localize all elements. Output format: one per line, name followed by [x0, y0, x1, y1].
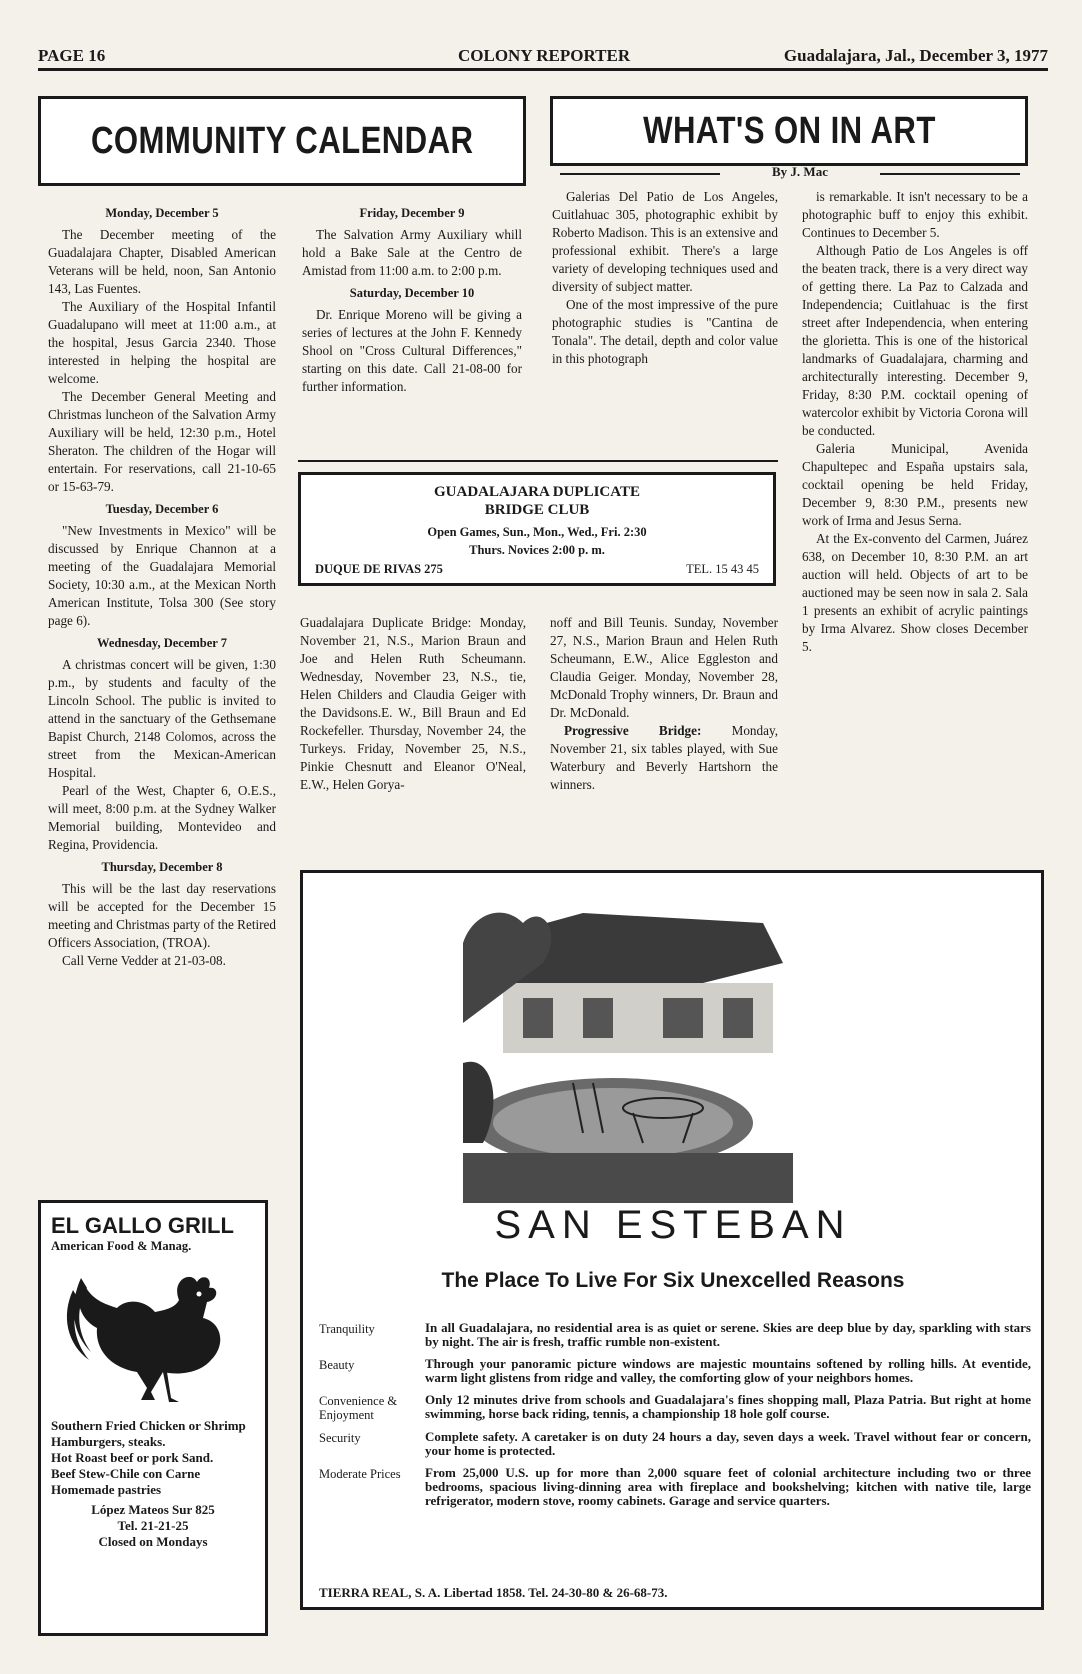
day-heading: Wednesday, December 7 [97, 636, 227, 650]
community-calendar-heading [38, 96, 526, 186]
bridge-ad-title-1: GUADALAJARA DUPLICATE [434, 484, 640, 500]
san-esteban-ad [300, 870, 1044, 1610]
reason-label: Security [319, 1431, 361, 1445]
paragraph: Galeria Municipal, Avenida Chapultepec and España upstairs sala, cocktail opening be held Friday, December 9, 8:30 P.M., presents new work of Irma and Jesus Serna. [802, 441, 1028, 528]
paragraph: The Auxiliary of the Hospital Infantil Guadalupano will meet at 11:00 a.m., at the hospital, Jesus Garcia 2340. Those interested in helping the hospital are welcome. [48, 299, 276, 386]
reason-text: Complete safety. A caretaker is on duty 24 hours a day, seven days a week. Travel without fear or concern, your home is protected. [425, 1429, 1031, 1458]
gallo-address: López Mateos Sur 825 [91, 1502, 215, 1517]
reason-text: Only 12 minutes drive from schools and Guadalajara's fines shopping mall, Plaza Patria. But right at home swimming, horse back riding, tennis, a championship 18 hole golf course. [425, 1392, 1031, 1421]
paragraph: One of the most impressive of the pure photographic studies is "Cantina de Tonala". The detail, depth and color value in this photograph [552, 297, 778, 366]
menu-item: Homemade pastries [51, 1482, 162, 1497]
gallo-phone: Tel. 21-21-25 [117, 1518, 189, 1533]
paragraph: The Salvation Army Auxiliary whill hold a Bake Sale at the Centro de Amistad from 11:00 a.m. to 2:00 p.m. [302, 227, 522, 278]
reason-text: In all Guadalajara, no residential area is as quiet or serene. Skies are deep blue by day, sparkling with stars by night. The air is fresh, traffic rumble non-existent. [425, 1320, 1031, 1349]
bridge-ad-line-1: Open Games, Sun., Mon., Wed., Fri. 2:30 [427, 525, 647, 539]
masthead-rule [38, 68, 1048, 71]
paragraph: Although Patio de Los Angeles is off the beaten track, there is a very direct way of getting there. La Paz to Calzada and Independencia; Cuitlahuac is the first street after Independencia, when entering the glorietta. This is one of the historical landmarks of Guadalajara, charming and architecturally interesting. December 9, Friday, 8:30 P.M. cocktail opening of watercolor exhibit by Victoria Corona will be conducted. [802, 243, 1028, 438]
el-gallo-grill-ad [38, 1200, 268, 1636]
pool-photo [463, 903, 793, 1203]
byline-text: By J. Mac [772, 164, 828, 179]
paragraph: Galerias Del Patio de Los Angeles, Cuitlahuac 305, photographic exhibit by Roberto Madison. This is an extensive and professional exhibit. There's a large variety of developing techniques used and diversity of subject matter. [552, 189, 778, 294]
paragraph: At the Ex-convento del Carmen, Juárez 638, on December 10, 8:30 P.M. an art auction will held. Objects of art to be auctioned may be seen now in sala 2. Sala 1 presents an exhibit of acrylic paintings by Irma Alvarez. Show closes December 5. [802, 531, 1028, 654]
art-heading [550, 96, 1028, 166]
paragraph: This will be the last day reservations will be accepted for the December 15 meeting and Christmas party of the Retired Officers Association, (TROA). [48, 881, 276, 950]
progressive-bridge-lead: Progressive Bridge: [564, 723, 702, 738]
menu-item: Hot Roast beef or pork Sand. [51, 1450, 214, 1465]
day-heading: Monday, December 5 [105, 206, 219, 220]
san-esteban-brand: SAN ESTEBAN [494, 1203, 852, 1247]
day-heading: Saturday, December 10 [349, 286, 475, 300]
page-number: PAGE 16 [38, 46, 106, 65]
reason-row [319, 1393, 1031, 1422]
paragraph: The December meeting of the Guadalajara Chapter, Disabled American Veterans will be held, noon, San Antonio 143, Las Fuentes. [48, 227, 276, 296]
bridge-ad-phone: TEL. 15 43 45 [686, 562, 759, 576]
reason-row [319, 1357, 1031, 1385]
reason-label: Beauty [319, 1358, 355, 1372]
bridge-ad-address: DUQUE DE RIVAS 275 [315, 562, 443, 576]
bridge-ad-line-2: Thurs. Novices 2:00 p. m. [469, 543, 605, 557]
paragraph: Dr. Enrique Moreno will be giving a series of lectures at the John F. Kennedy Shool on "Cross Cultural Differences," starting on this date. Call 21-08-00 for further information. [302, 307, 522, 394]
menu-item: Southern Fried Chicken or Shrimp [51, 1418, 246, 1433]
reason-row [319, 1430, 1031, 1458]
reason-label: Moderate Prices [319, 1467, 401, 1481]
paragraph: A christmas concert will be given, 1:30 p.m., by students and faculty of the Lincoln School. The public is invited to attend in the sanctuary of the Gethsemane Bapist Church, 2148 Colomos, across the street from the Mexican-American Hospital. [48, 657, 276, 780]
divider [298, 460, 778, 462]
reasons-list [319, 1321, 1031, 1516]
paragraph: The December General Meeting and Christmas luncheon of the Salvation Army Auxiliary will be held, 12:30 p.m., Hotel Sheraton. The children of the Hogar will entertain. For reservations, call 21-10-65 or 15-63-79. [48, 389, 276, 494]
menu-item: Hamburgers, steaks. [51, 1434, 166, 1449]
calendar-column-1 [48, 200, 276, 970]
reason-text: Through your panoramic picture windows are majestic mountains softened by rolling hills. At eventide, warm light glistens from ridge and valley, the comforting glow of your neighbors homes. [425, 1356, 1031, 1385]
rooster-illustration [51, 1260, 257, 1410]
paragraph: Pearl of the West, Chapter 6, O.E.S., will meet, 8:00 p.m. at the Sydney Walker Memorial building, Montevideo and Regina, Providencia. [48, 783, 276, 852]
reason-label: Tranquility [319, 1322, 375, 1336]
reason-label: Convenience & Enjoyment [319, 1394, 398, 1422]
reason-row [319, 1321, 1031, 1349]
san-esteban-footer: TIERRA REAL, S. A. Libertad 1858. Tel. 24-30-80 & 26-68-73. [319, 1585, 668, 1600]
art-column-1 [552, 188, 778, 368]
dateline: Guadalajara, Jal., December 3, 1977 [783, 46, 1048, 65]
art-column-2 [802, 188, 1028, 656]
day-heading: Friday, December 9 [359, 206, 465, 220]
day-heading: Thursday, December 8 [101, 860, 223, 874]
art-heading-text: WHAT'S ON IN ART [642, 109, 936, 152]
bridge-results-column-1 [300, 614, 526, 794]
san-esteban-tagline: The Place To Live For Six Unexcelled Reasons [441, 1269, 905, 1292]
paper-name: COLONY REPORTER [458, 46, 631, 65]
progressive-bridge-text: Monday, November 21, six tables played, with Sue Waterbury and Beverly Hartshorn the winners. [550, 723, 778, 792]
progressive-bridge [550, 722, 778, 794]
bridge-results-text-1: Guadalajara Duplicate Bridge: Monday, November 21, N.S., Marion Braun and Joe and Helen Ruth Scheumann. Wednesday, November 23, N.S., tie, Helen Childers and Claudia Geiger with the Davidsons.E. W., Bill Braun and Ed Rockefeller. Thursday, November 24, the Turkeys. Friday, November 25, N.S., Pinkie Chesnutt and Eleanor O'Neal, E.W., Helen Gorya- [300, 615, 526, 792]
gallo-title: EL GALLO GRILL [51, 1213, 234, 1238]
gallo-menu [51, 1418, 255, 1498]
bridge-results-column-2 [550, 614, 778, 794]
gallo-closed: Closed on Mondays [98, 1534, 208, 1549]
reason-text: From 25,000 U.S. up for more than 2,000 square feet of colonial architecture including two or three bedrooms, spacious living-dinning area with fireplace and bookshelving; kitchen with native tile, large refrigerator, modern stove, roomy cabinets. Garage and service quarters. [425, 1465, 1031, 1508]
reason-row [319, 1466, 1031, 1508]
paragraph: "New Investments in Mexico" will be discussed by Enrique Channon at a meeting of the Guadalajara Memorial Society, 10:30 a.m., at the Mexican North American Institute, Tolsa 300 (See story page 6). [48, 523, 276, 628]
calendar-column-2 [302, 200, 522, 396]
bridge-results-text-2: noff and Bill Teunis. Sunday, November 27, N.S., Marion Braun and Helen Ruth Scheumann, E.W., Alice Eggleston and Claudia Geiger. Monday, November 28, McDonald Trophy winners, Dr. Braun and Dr. McDonald. [550, 615, 778, 720]
gallo-subtitle: American Food & Manag. [51, 1239, 192, 1253]
paragraph: Call Verne Vedder at 21-03-08. [62, 953, 226, 968]
menu-item: Beef Stew-Chile con Carne [51, 1466, 201, 1481]
bridge-ad-title-2: BRIDGE CLUB [484, 502, 590, 518]
calendar-heading-text: COMMUNITY CALENDAR [90, 119, 474, 162]
art-byline [550, 164, 1028, 182]
masthead [38, 42, 1048, 68]
day-heading: Tuesday, December 6 [105, 502, 219, 516]
bridge-club-ad [298, 472, 776, 586]
paragraph: is remarkable. It isn't necessary to be a photographic buff to enjoy this exhibit. Continues to December 5. [802, 189, 1028, 240]
